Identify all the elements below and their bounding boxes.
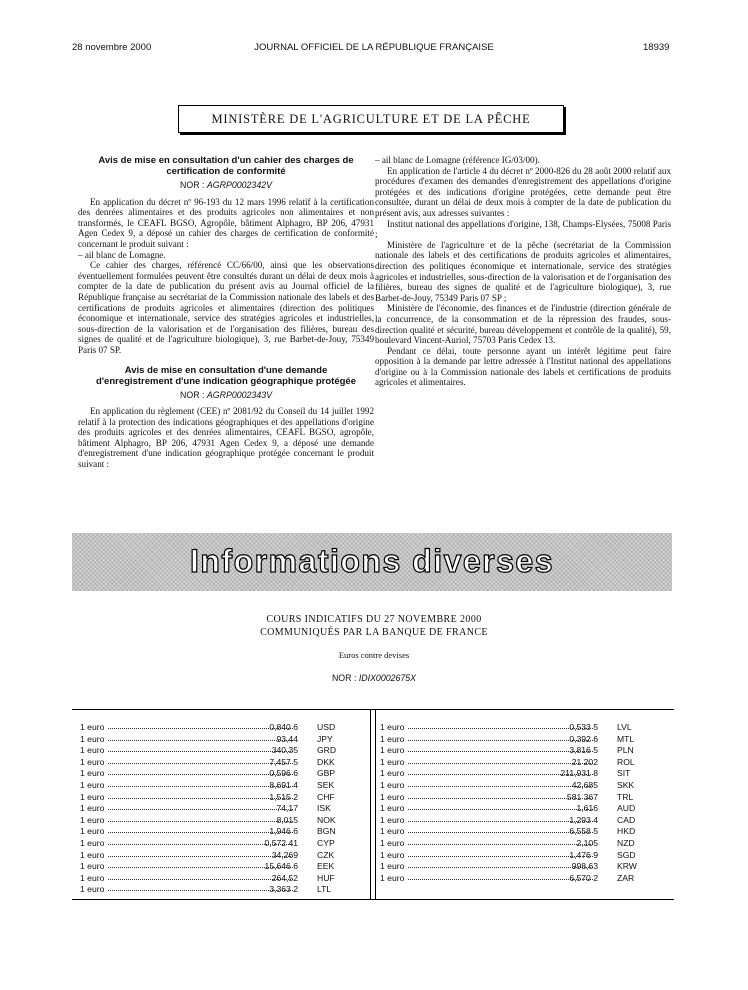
rate-value: 211,931 8 (560, 768, 598, 779)
rate-row (380, 722, 650, 734)
rates-left-column (80, 722, 350, 896)
rate-label: 1 euro (380, 837, 405, 848)
rate-label: 1 euro (380, 814, 405, 825)
rate-row (380, 792, 650, 804)
avis2-address-2: Ministère de l'agriculture et de la pêche (secrétariat de la Commission nationale des labels et des certifications de produits agricoles et alimentaires, direction des politiques économique et internationale, service des stratégies agricoles et industrielles, sous-direction de la valorisation et de l'organisation des filières, bureau des signes de qualité et de l'agriculture biologique), 3, rue Barbet-de-Jouy, 75349 Paris 07 SP ; (375, 239, 671, 303)
right-column (375, 155, 671, 388)
rate-label: 1 euro (380, 745, 405, 756)
rate-row (380, 757, 650, 769)
rate-label: 1 euro (380, 722, 405, 732)
avis1-paragraph-1: En application du décret nº 96-193 du 12 mars 1996 relatif à la certification des denrées alimentaires et des produits agricoles non alimentaires et non transformés, le CEAFL BGSO, Agropôle, bâtiment Alphagro, BP 206, 47931 Agen Cedex 9, a déposé un cahier des charges de certification de conformité concernant le produit suivant : (78, 196, 374, 249)
column-divider (370, 710, 376, 899)
rate-label: 1 euro (380, 779, 405, 790)
rate-row (80, 873, 350, 885)
rate-row (80, 850, 350, 862)
currency-code: SIT (617, 768, 631, 779)
dot-leader (108, 856, 293, 857)
currency-code: JPY (317, 733, 333, 744)
rate-label: 1 euro (80, 872, 105, 883)
dot-leader (108, 798, 293, 799)
rates-title-line-1: COURS INDICATIFS DU 27 NOVEMBRE 2000 (266, 614, 482, 625)
rate-label: 1 euro (80, 768, 105, 779)
currency-code: NOK (317, 814, 336, 825)
rate-row (380, 861, 650, 873)
rate-row (80, 884, 350, 896)
avis2-address-1: Institut national des appellations d'origine, 138, Champs-Elysées, 75008 Paris ; (375, 218, 671, 240)
rate-value: 0,533 5 (569, 722, 598, 732)
dot-leader (408, 809, 593, 810)
dot-leader (108, 751, 293, 752)
exchange-rates-table (72, 709, 674, 900)
rate-value: 3,816 5 (569, 745, 598, 756)
rate-label: 1 euro (80, 861, 105, 872)
rate-label: 1 euro (80, 733, 105, 744)
avis1-title: Avis de mise en consultation d'un cahier des charges de certification de conformité (98, 155, 354, 177)
currency-code: ROL (617, 756, 635, 767)
rate-label: 1 euro (80, 814, 105, 825)
dot-leader (108, 774, 293, 775)
dot-leader (108, 879, 293, 880)
rate-value: 340,35 (271, 745, 298, 756)
rate-label: 1 euro (380, 861, 405, 872)
rate-label: 1 euro (80, 849, 105, 860)
dot-leader (108, 890, 293, 891)
rate-label: 1 euro (80, 722, 105, 732)
avis1-item: – ail blanc de Lomagne. (78, 249, 166, 260)
rate-value: 8,015 (276, 814, 298, 825)
rate-row (380, 768, 650, 780)
rates-right-column (380, 722, 650, 884)
rate-row (80, 803, 350, 815)
currency-code: CHF (317, 791, 335, 802)
dot-leader (108, 740, 293, 741)
rate-label: 1 euro (380, 803, 405, 814)
rate-label: 1 euro (80, 803, 105, 814)
dot-leader (408, 844, 593, 845)
rate-value: 21 202 (571, 756, 598, 767)
section-banner-title: Informations diverses (189, 543, 555, 579)
rate-value: 7,457 5 (269, 756, 298, 767)
rate-value: 1,616 (576, 803, 598, 814)
dot-leader (408, 867, 593, 868)
dot-leader (108, 809, 293, 810)
rate-value: 581 367 (566, 791, 598, 802)
currency-code: SGD (617, 849, 636, 860)
rate-value: 0,596 6 (269, 768, 298, 779)
rates-subtitle: Euros contre devises (338, 650, 410, 660)
journal-title: JOURNAL OFFICIEL DE LA RÉPUBLIQUE FRANÇAISE (254, 42, 494, 53)
currency-code: NZD (617, 837, 635, 848)
rate-value: 264,52 (271, 872, 298, 883)
dot-leader (408, 798, 593, 799)
currency-code: CAD (617, 814, 636, 825)
rate-value: 1,476 9 (569, 849, 598, 860)
avis1-paragraph-2: Ce cahier des charges, référencé CC/66/00, ainsi que les observations éventuellement formulées peuvent être consultés durant un délai de deux mois à compter de la date de publication du présent avis au Journal officiel de la République française au secrétariat de la Commission nationale des labels et des certifications de produits agricoles et alimentaires (direction des politiques économique et internationale, service des stratégies agricoles et industrielles, sous-direction de la valorisation et de l'organisation des filières, bureau des signes de qualité et de l'agriculture biologique), 3, rue Barbet-de-Jouy, 75349 Paris 07 SP. (78, 260, 374, 355)
rate-row (380, 745, 650, 757)
rate-row (380, 780, 650, 792)
rate-value: 93,44 (276, 733, 298, 744)
currency-code: GRD (317, 745, 337, 756)
avis2-paragraph-1: En application du règlement (CEE) nº 2081/92 du Conseil du 14 juillet 1992 relatif à la protection des indications géographiques et des appellations d'origine des produits agricoles et des denrées alimentaires, CEAFL BGSO, agropôle, bâtiment Alphagro, BP 206, 47931 Agen Cedex 9, a déposé une demande d'enregistrement d'une indication géographique protégée concernant le produit suivant : (78, 406, 374, 470)
rate-row (80, 792, 350, 804)
currency-code: KRW (617, 861, 637, 872)
rate-label: 1 euro (80, 779, 105, 790)
ministry-heading: MINISTÈRE DE L'AGRICULTURE ET DE LA PÊCHE (178, 105, 564, 133)
currency-code: TRL (617, 791, 634, 802)
currency-code: SEK (317, 779, 335, 790)
rate-row (380, 803, 650, 815)
rate-value: 998,63 (571, 861, 598, 872)
dot-leader (108, 728, 293, 729)
rate-label: 1 euro (380, 756, 405, 767)
currency-code: CYP (317, 837, 335, 848)
rate-label: 1 euro (80, 826, 105, 837)
rate-label: 1 euro (380, 872, 405, 883)
rate-label: 1 euro (80, 791, 105, 802)
dot-leader (108, 763, 293, 764)
rate-row (80, 722, 350, 734)
rate-value: 74,17 (276, 803, 298, 814)
dot-leader (408, 786, 593, 787)
dot-leader (408, 832, 593, 833)
currency-code: PLN (617, 745, 634, 756)
avis1-nor: NOR : AGRP0002342V (180, 180, 272, 190)
rate-row (80, 838, 350, 850)
avis2-paragraph-2: En application de l'article 4 du décret nº 2000-826 du 28 août 2000 relatif aux procédures d'examen des demandes d'enregistrement des appellations d'origine protégées et des indications d'origine protégées, cette demande peut être consultée, durant un délai de deux mois à compter de la date de publication du présent avis, aux adresses suivantes : (375, 165, 671, 218)
rate-value: 8,691 4 (269, 779, 298, 790)
rate-value: 0,572 41 (264, 837, 298, 848)
currency-code: USD (317, 722, 336, 732)
dot-leader (108, 786, 293, 787)
dot-leader (408, 763, 593, 764)
rate-row (380, 815, 650, 827)
rate-row (80, 861, 350, 873)
page-number: 18939 (643, 42, 670, 53)
rate-label: 1 euro (80, 837, 105, 848)
rate-value: 6,558 5 (569, 826, 598, 837)
currency-code: LVL (617, 722, 632, 732)
rate-value: 3,363 2 (269, 884, 298, 895)
avis2-item: – ail blanc de Lomagne (référence IG/03/00). (375, 155, 540, 165)
currency-code: AUD (617, 803, 636, 814)
avis2-nor: NOR : AGRP0002343V (180, 389, 272, 400)
rates-title-line-2: COMMUNIQUÉS PAR LA BANQUE DE FRANCE (260, 627, 488, 638)
rate-value: 6,570 2 (569, 872, 598, 883)
rate-row (380, 850, 650, 862)
currency-code: SKK (617, 779, 635, 790)
rate-row (80, 757, 350, 769)
dot-leader (408, 879, 593, 880)
currency-code: LTL (317, 884, 332, 895)
rate-value: 0,392 6 (569, 733, 598, 744)
avis2-paragraph-3: Pendant ce délai, toute personne ayant un intérêt légitime peut faire opposition à la demande par lettre adressée à l'Institut national des appellations d'origine ou à la Commission nationale des labels et certifications de produits agricoles et alimentaires. (375, 345, 671, 388)
header-date: 28 novembre 2000 (72, 42, 152, 53)
dot-leader (408, 856, 593, 857)
rate-label: 1 euro (380, 733, 405, 744)
avis2-title: Avis de mise en consultation d'une demande d'enregistrement d'une indication géographique protégée (96, 364, 356, 387)
rate-label: 1 euro (380, 849, 405, 860)
rate-value: 34,269 (271, 849, 298, 860)
rates-nor: NOR : IDIX0002675X (331, 673, 417, 683)
currency-code: EEK (317, 861, 335, 872)
rate-row (80, 815, 350, 827)
currency-code: HKD (617, 826, 636, 837)
rate-row (80, 780, 350, 792)
rate-row (380, 873, 650, 885)
rate-value: 2,105 (576, 837, 598, 848)
rate-label: 1 euro (80, 745, 105, 756)
rate-label: 1 euro (380, 791, 405, 802)
rate-row (380, 734, 650, 746)
rate-row (80, 768, 350, 780)
rate-row (80, 734, 350, 746)
rate-row (80, 826, 350, 838)
dot-leader (108, 832, 293, 833)
currency-code: HUF (317, 872, 335, 883)
rate-value: 15,646 6 (264, 861, 298, 872)
left-column (78, 155, 374, 470)
dot-leader (408, 751, 593, 752)
rate-row (380, 838, 650, 850)
currency-code: ZAR (617, 872, 635, 883)
rate-value: 0,840 6 (269, 722, 298, 732)
currency-code: DKK (317, 756, 335, 767)
rate-label: 1 euro (380, 768, 405, 779)
currency-code: MTL (617, 733, 635, 744)
rate-label: 1 euro (80, 884, 105, 895)
rate-value: 1,946 6 (269, 826, 298, 837)
rate-row (380, 826, 650, 838)
currency-code: CZK (317, 849, 335, 860)
dot-leader (408, 821, 593, 822)
rate-label: 1 euro (80, 756, 105, 767)
rate-value: 1,293 4 (569, 814, 598, 825)
rate-label: 1 euro (380, 826, 405, 837)
dot-leader (108, 821, 293, 822)
section-banner (72, 533, 672, 591)
rate-value: 42,685 (571, 779, 598, 790)
currency-code: BGN (317, 826, 336, 837)
avis2-address-3: Ministère de l'économie, des finances et de l'industrie (direction générale de la concurrence, de la consommation et de la répression des fraudes, sous-direction qualité et sécurité, bureau développement et contrôle de la qualité), 59, boulevard Vincent-Auriol, 75703 Paris Cedex 13. (375, 303, 671, 346)
dot-leader (408, 728, 593, 729)
rate-row (80, 745, 350, 757)
currency-code: GBP (317, 768, 336, 779)
rate-value: 1,515 2 (269, 791, 298, 802)
dot-leader (408, 740, 593, 741)
currency-code: ISK (317, 803, 331, 814)
